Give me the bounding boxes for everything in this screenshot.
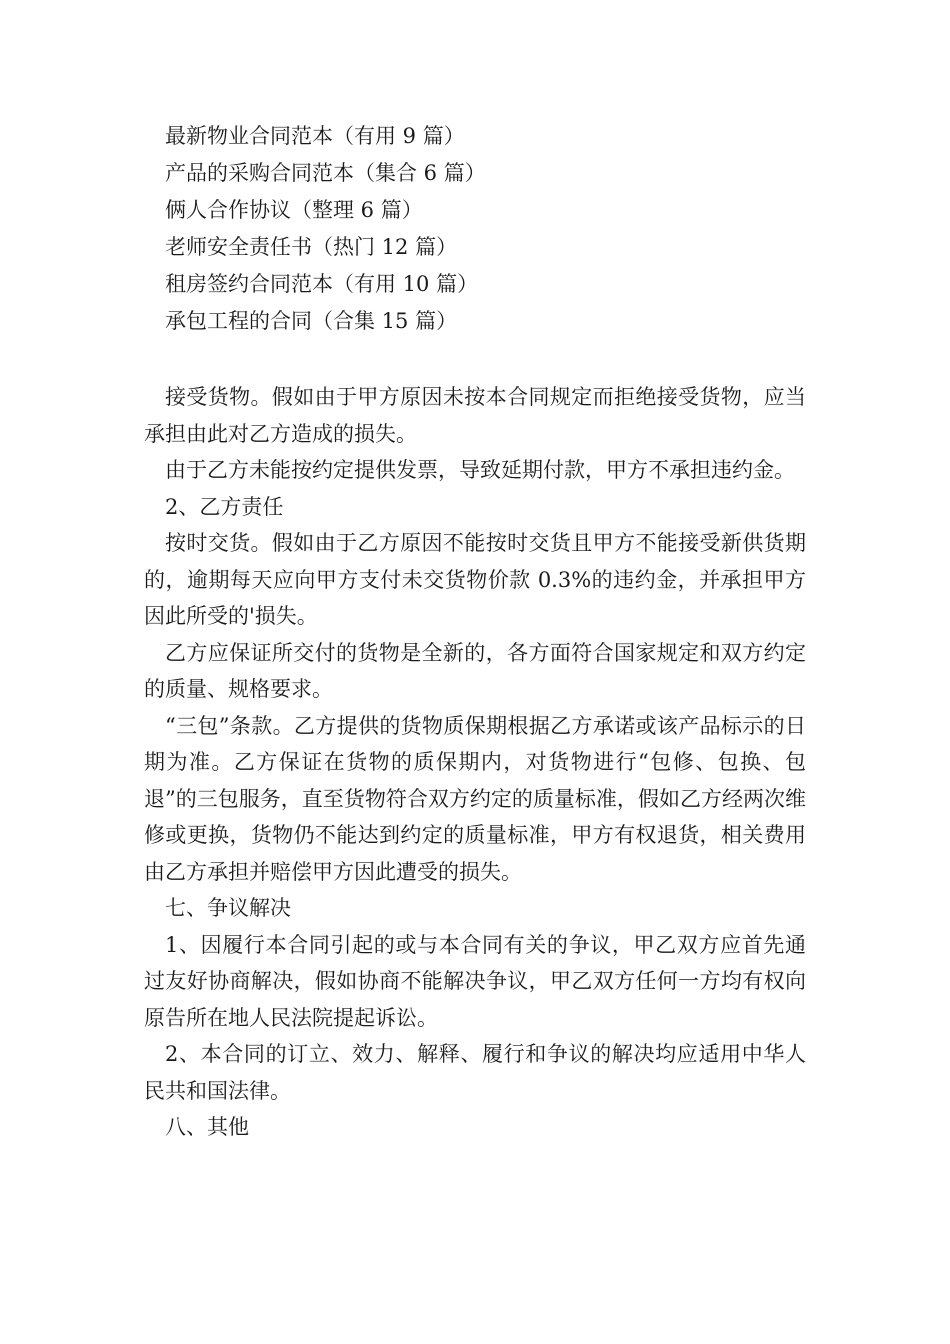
related-document-link[interactable]: 最新物业合同范本（有用 9 篇）	[165, 124, 465, 148]
paragraph-accept-goods: 接受货物。假如由于甲方原因未按本合同规定而拒绝接受货物，应当承担由此对乙方造成的损失。	[144, 385, 806, 446]
related-document-link[interactable]: 俩人合作协议（整理 6 篇）	[165, 198, 423, 222]
contract-body	[144, 379, 806, 1146]
paragraph-dispute-1: 1、因履行本合同引起的或与本合同有关的争议，甲乙双方应首先通过友好协商解决，假如协商不能解决争议，甲乙双方任何一方均有权向原告所在地人民法院提起诉讼。	[144, 932, 806, 1030]
paragraph-three-guarantees: “三包”条款。乙方提供的货物质保期根据乙方承诺或该产品标示的日期为准。乙方保证在货物的质保期内，对货物进行“包修、包换、包退”的三包服务，直至货物符合双方约定的质量标准，假如乙方经两次维修或更换，货物仍不能达到约定的质量标准，甲方有权退货，相关费用由乙方承担并赔偿甲方因此遭受的损失。	[144, 713, 806, 884]
related-document-link[interactable]: 租房签约合同范本（有用 10 篇）	[165, 272, 479, 296]
section-heading-dispute: 七、争议解决	[165, 896, 291, 920]
paragraph-dispute-2: 2、本合同的订立、效力、解释、履行和争议的解决均应适用中华人民共和国法律。	[144, 1042, 806, 1103]
related-documents-list	[165, 118, 805, 340]
section-heading-other: 八、其他	[165, 1115, 249, 1139]
related-document-link[interactable]: 承包工程的合同（合集 15 篇）	[165, 309, 458, 333]
paragraph-invoice: 由于乙方未能按约定提供发票，导致延期付款，甲方不承担违约金。	[165, 458, 795, 482]
section-heading-party-b-duty: 2、乙方责任	[165, 494, 284, 519]
paragraph-on-time-delivery: 按时交货。假如由于乙方原因不能按时交货且甲方不能接受新供货期的，逾期每天应向甲方支付未交货物价款 0.3%的违约金，并承担甲方因此所受的'损失。	[144, 531, 806, 628]
related-document-link[interactable]: 产品的采购合同范本（集合 6 篇）	[165, 161, 486, 185]
paragraph-goods-quality: 乙方应保证所交付的货物是全新的，各方面符合国家规定和双方约定的质量、规格要求。	[144, 640, 806, 701]
related-document-link[interactable]: 老师安全责任书（热门 12 篇）	[165, 235, 458, 259]
